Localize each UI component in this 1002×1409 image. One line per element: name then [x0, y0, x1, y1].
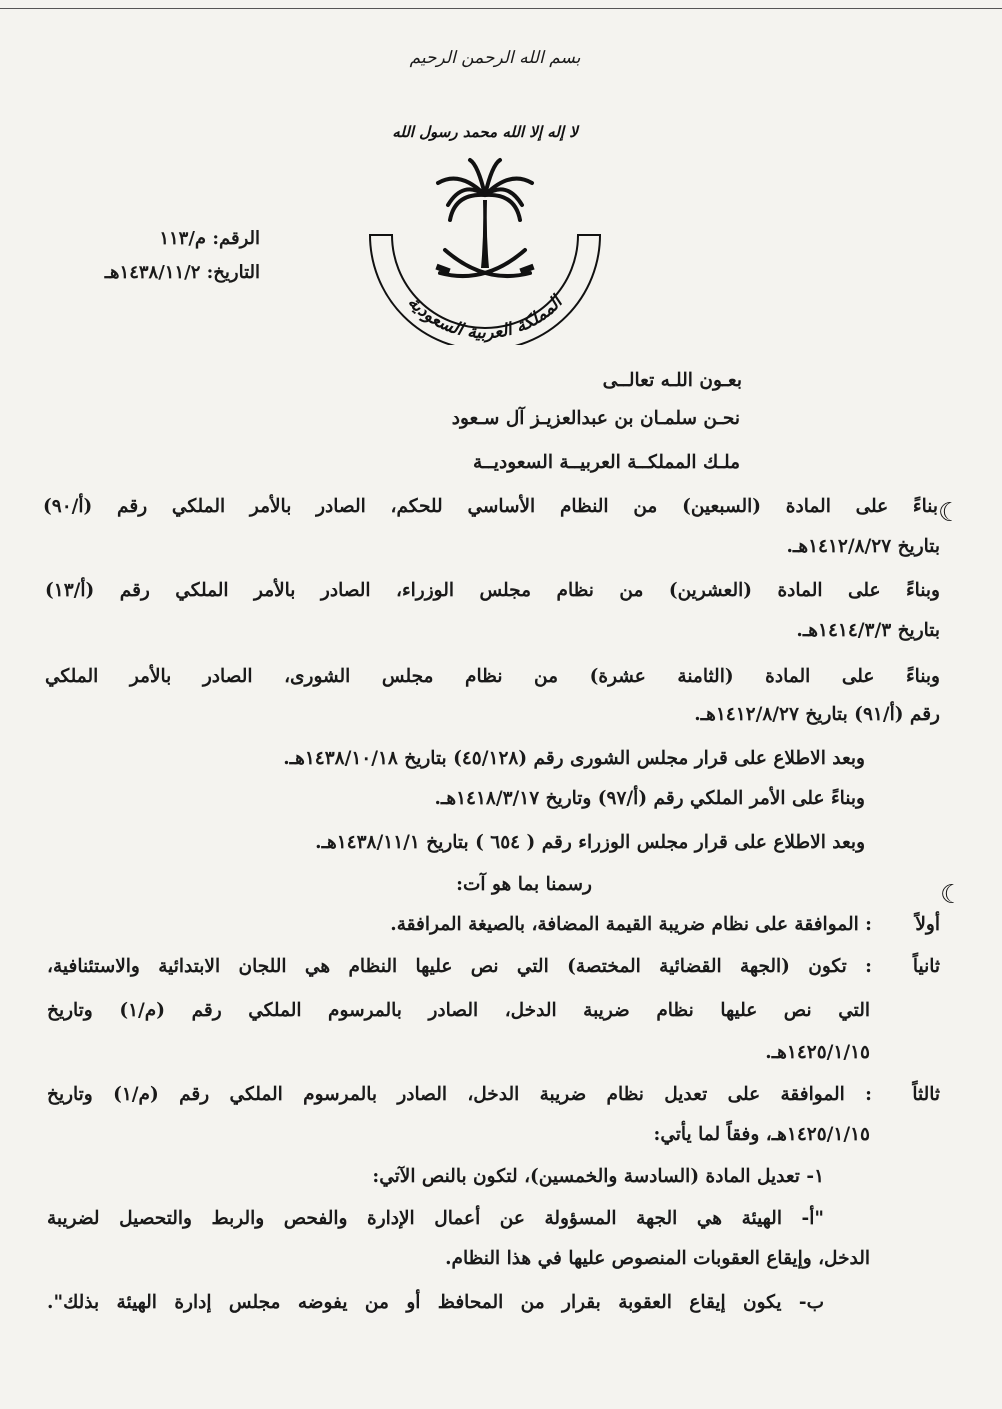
saudi-emblem-icon — [360, 85, 610, 345]
article-third-line-1: : الموافقة على تعديل نظام ضريبة الدخل، الصادر بالمرسوم الملكي رقم (م/١) وتاريخ — [47, 1084, 872, 1105]
article-second-line-2: التي نص عليها نظام ضريبة الدخل، الصادر بالمرسوم الملكي رقم (م/١) وتاريخ — [47, 1000, 870, 1021]
opening-line-1: بعـون اللـه تعالــى — [602, 370, 742, 391]
preamble-line-8: وبناءً على الأمر الملكي رقم (أ/٩٧) وتاريخ ١٤١٨/٣/١٧هـ. — [434, 788, 865, 809]
article-third-line-2: ١٤٢٥/١/١٥هـ، وفقاً لما يأتي: — [653, 1124, 870, 1145]
shahada-text: لا إله إلا الله محمد رسول الله — [392, 123, 578, 141]
decree-date: التاريخ: ١٤٣٨/١١/٢هـ — [104, 262, 260, 283]
article-third-line-3: ١- تعديل المادة (السادسة والخمسين)، لتكون بالنص الآتي: — [372, 1166, 824, 1187]
preamble-line-6: رقم (أ/٩١) بتاريخ ١٤١٢/٨/٢٧هـ. — [694, 704, 940, 725]
margin-mark: ☾ — [940, 880, 964, 910]
decree-intro: رسمنا بما هو آت: — [456, 874, 592, 895]
emblem-arc-text: المملكة العربية السعودية — [403, 292, 567, 344]
opening-line-3: ملـك المملكــة العربيــة السعوديــة — [473, 452, 740, 473]
preamble-line-5: وبناءً على المادة (الثامنة عشرة) من نظام مجلس الشورى، الصادر بالأمر الملكي — [45, 666, 940, 687]
article-third-line-5: الدخل، وإيقاع العقوبات المنصوص عليها في هذا النظام. — [445, 1248, 870, 1269]
preamble-line-9: وبعد الاطلاع على قرار مجلس الوزراء رقم ( ٦٥٤ ) بتاريخ ١٤٣٨/١١/١هـ. — [315, 832, 865, 853]
article-second-label: ثانياً — [912, 956, 940, 977]
preamble-line-3: وبناءً على المادة (العشرين) من نظام مجلس الوزراء، الصادر بالأمر الملكي رقم (أ/١٣) — [45, 580, 940, 601]
article-second-line-3: ١٤٢٥/١/١٥هـ. — [765, 1042, 870, 1063]
article-first-label: أولاً — [915, 914, 940, 935]
preamble-line-1: بناءً على المادة (السبعين) من النظام الأساسي للحكم، الصادر بالأمر الملكي رقم (أ/٩٠) — [43, 496, 938, 517]
basmala: بسم الله الرحمن الرحيم — [409, 48, 581, 68]
opening-line-2: نحـن سلمـان بن عبدالعزيـز آل سـعود — [451, 408, 740, 429]
article-first-text: : الموافقة على نظام ضريبة القيمة المضافة، بالصيغة المرافقة. — [390, 914, 872, 935]
preamble-line-2: بتاريخ ١٤١٢/٨/٢٧هـ. — [786, 536, 940, 557]
decree-number: الرقم: م/١١٣ — [159, 228, 260, 249]
article-third-label: ثالثاً — [912, 1084, 940, 1105]
top-border-line — [0, 8, 1002, 9]
article-third-line-4: "أ- الهيئة هي الجهة المسؤولة عن أعمال الإدارة والفحص والربط والتحصيل لضريبة — [47, 1208, 824, 1229]
margin-mark: ☾ — [938, 498, 962, 528]
article-second-line-1: : تكون (الجهة القضائية المختصة) التي نص عليها النظام هي اللجان الابتدائية والاستئنافية، — [47, 956, 872, 977]
article-third-line-6: ب- يكون إيقاع العقوبة بقرار من المحافظ أو من يفوضه مجلس إدارة الهيئة بذلك". — [47, 1292, 824, 1313]
preamble-line-4: بتاريخ ١٤١٤/٣/٣هـ. — [796, 620, 940, 641]
preamble-line-7: وبعد الاطلاع على قرار مجلس الشورى رقم (٤٥/١٢٨) بتاريخ ١٤٣٨/١٠/١٨هـ. — [283, 748, 865, 769]
